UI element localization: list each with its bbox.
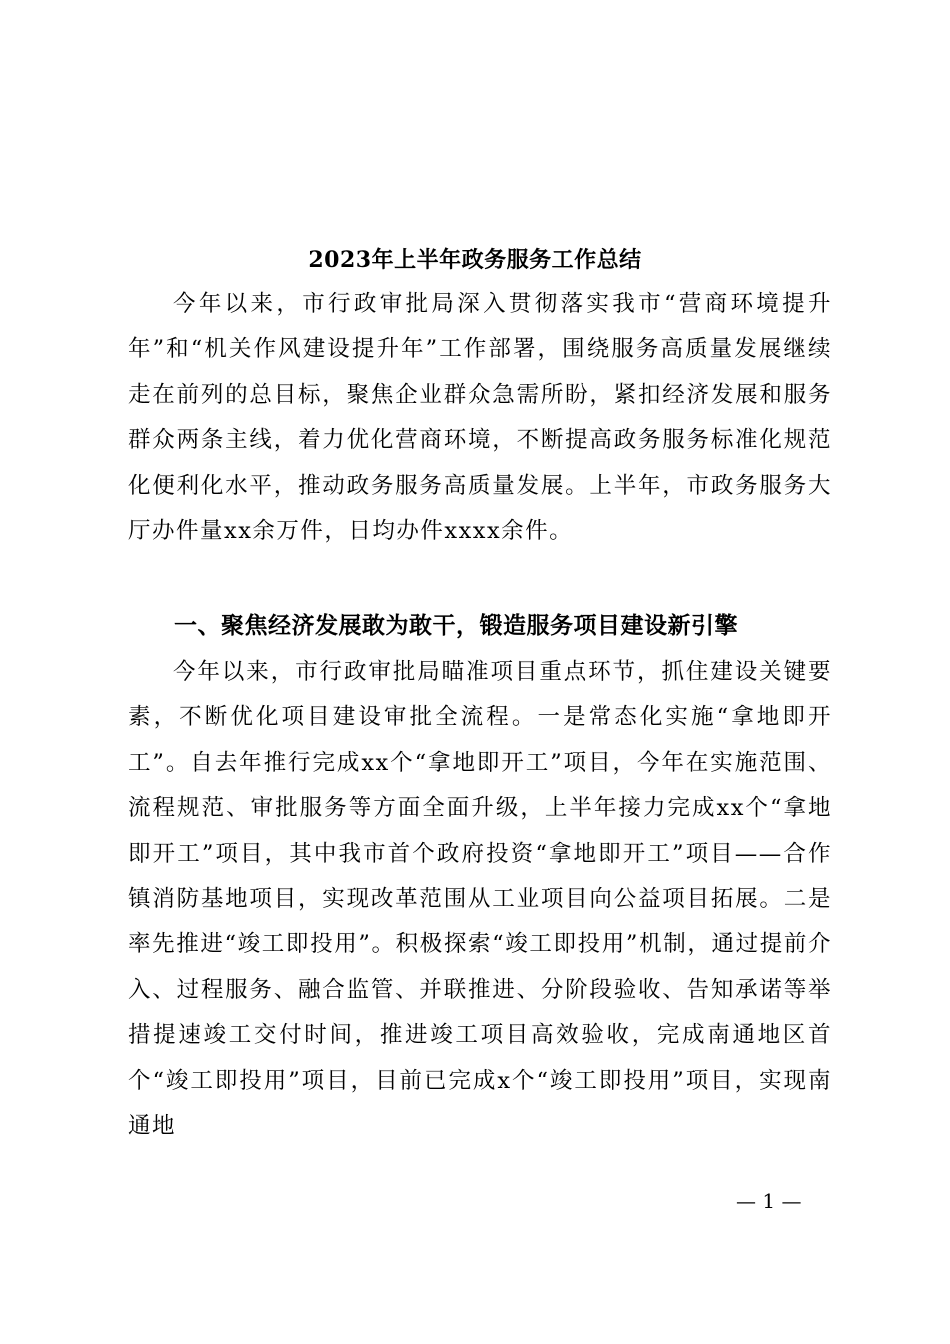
page-number: — 1 — — [736, 1189, 802, 1213]
section-heading-1: 一、聚焦经济发展敢为敢干，锻造服务项目建设新引擎 — [174, 613, 738, 639]
section-1-paragraph: 今年以来，市行政审批局瞄准项目重点环节，抓住建设关键要素，不断优化项目建设审批全流程。一是常态化实施“拿地即开工”。自去年推行完成xx个“拿地即开工”项目，今年在实施范围、流程规范、审批服务等方面全面升级，上半年接力完成xx个“拿地即开工”项目，其中我市首个政府投资“拿地即开工”项目——合作镇消防基地项目，实现改革范围从工业项目向公益项目拓展。二是率先推进“竣工即投用”。积极探索“竣工即投用”机制，通过提前介入、过程服务、融合监管、并联推进、分阶段验收、告知承诺等举措提速竣工交付时间，推进竣工项目高效验收，完成南通地区首个“竣工即投用”项目，目前已完成x个“竣工即投用”项目，实现南通地 — [128, 659, 832, 1140]
intro-paragraph: 今年以来，市行政审批局深入贯彻落实我市“营商环境提升年”和“机关作风建设提升年”工作部署，围绕服务高质量发展继续走在前列的总目标，聚焦企业群众急需所盼，紧扣经济发展和服务群众两条主线，着力优化营商环境，不断提高政务服务标准化规范化便利化水平，推动政务服务高质量发展。上半年，市政务服务大厅办件量xx余万件，日均办件xxxx余件。 — [128, 291, 832, 545]
document-title: 2023年上半年政务服务工作总结 — [308, 247, 642, 273]
